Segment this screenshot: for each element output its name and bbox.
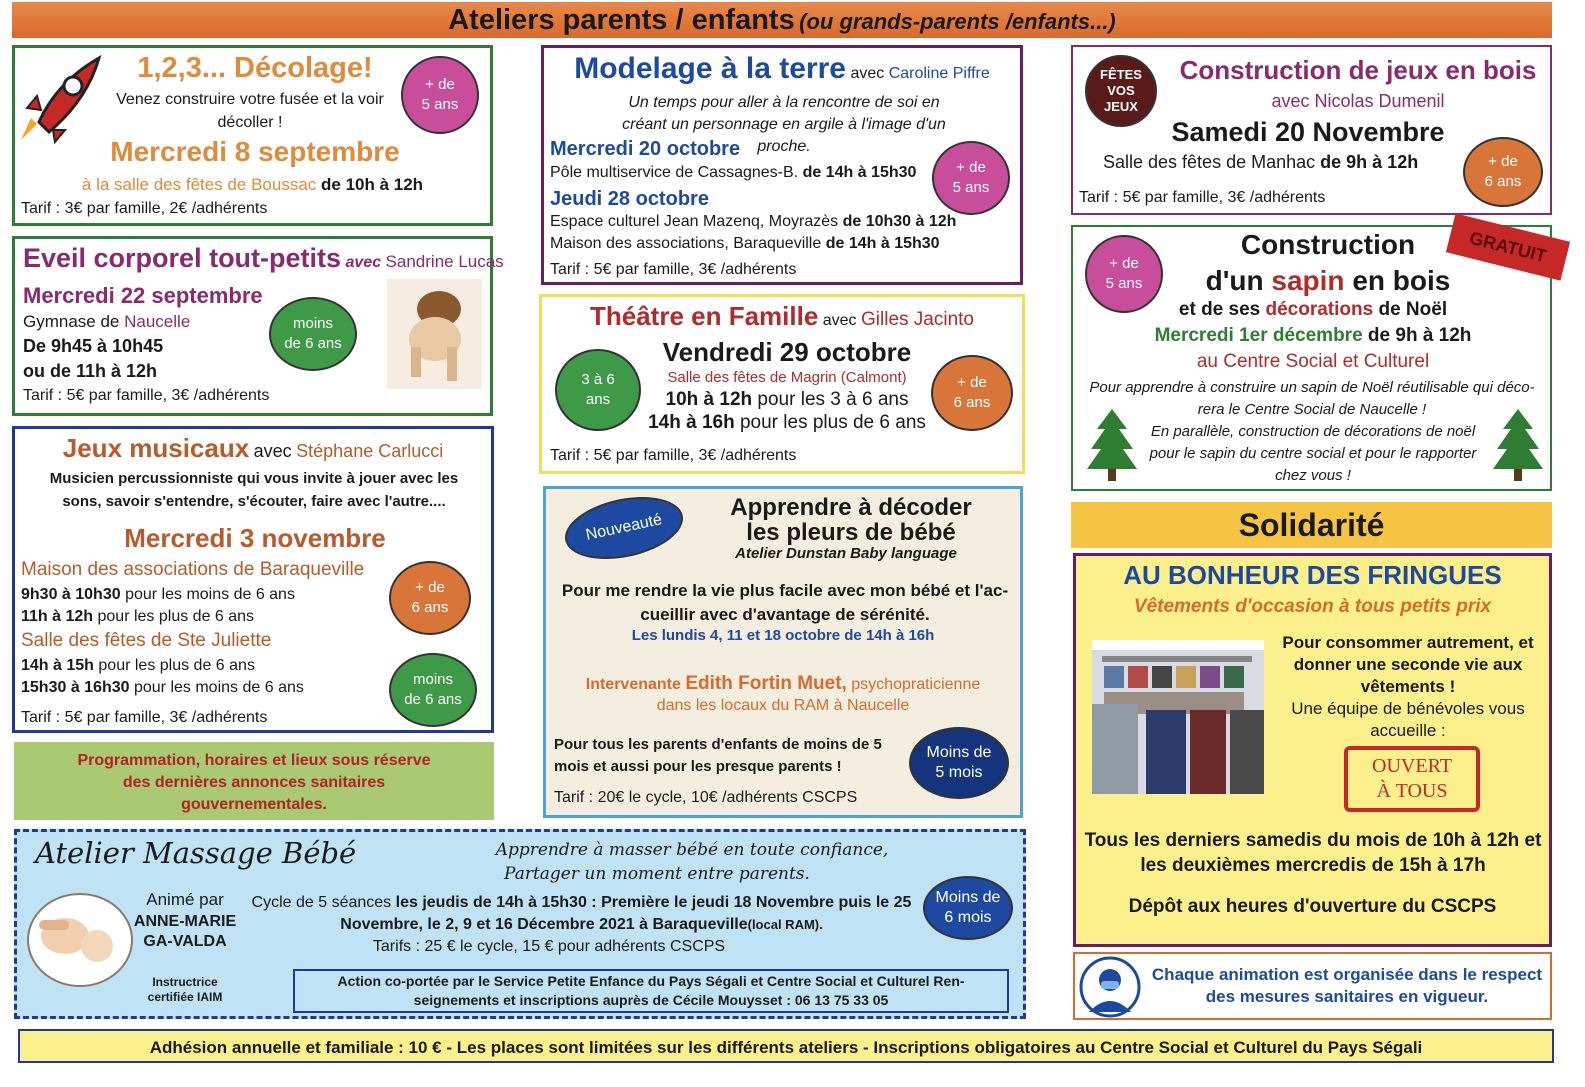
card-massage-bebe [14,829,1026,1019]
eveil-title: Eveil corporel tout-petits [23,243,342,273]
jeux-l1-text: pour les moins de 6 ans [125,586,295,603]
jeux-bois-title: Construction de jeux en bois [1179,55,1537,85]
massage-cycle [249,892,914,936]
modelage-animator: Caroline Piffre [888,65,990,82]
sapin-date-line [1113,325,1513,347]
theatre-t1-time: 10h à 12h [665,389,753,410]
jeux-l1-time: 9h30 à 10h30 [21,586,121,603]
baby-photo [25,890,135,990]
toddler-photo [387,279,482,389]
modelage-time2: de 10h30 à 12h [842,213,957,230]
sapin-sub-post: de Noël [1378,299,1448,320]
pleurs-title: Apprendre à décoder les pleurs de bébé [730,494,972,546]
jeux-l2-time: 11h à 12h [21,608,94,625]
pleurs-tarif: Tarif : 20€ le cycle, 10€ /adhérents CSCPS [554,789,858,806]
jeux-bois-animator: avec Nicolas Dumenil [1271,91,1445,111]
fringues-desc-bold: Pour consommer autrement, et donner une seconde vie aux vêtements ! [1282,633,1534,696]
ouvert-a-tous-stamp: OUVERT À TOUS [1344,746,1480,812]
pleurs-subtitle: Atelier Dunstan Baby language [735,545,957,562]
decolage-tarif: Tarif : 3€ par famille, 2€ /adhérents [21,200,268,217]
gratuit-stamp: GRATUIT [1446,213,1570,280]
pleurs-audience: Pour tous les parents d'enfants de moins de 5 mois et aussi pour les presque parents ! [554,736,882,775]
sapin-age-badge: + de 5 ans [1085,235,1163,313]
jeux-place1: Maison des associations de Baraqueville [21,559,365,580]
theatre-age-badge-plus6: + de 6 ans [931,355,1013,431]
jeux-animator: Stéphane Carlucci [296,441,444,461]
modelage-place2: Espace culturel Jean Mazenq, Moyrazès [550,213,839,230]
fringues-desc-normal: Une équipe de bénévoles vous accueille : [1291,699,1525,740]
card-eveil [12,236,504,416]
massage-age-badge: Moins de 6 mois [923,876,1013,940]
eveil-place-town: Naucelle [124,312,191,331]
sapin-sub-line [1133,299,1493,321]
decolage-place: à la salle des fêtes de Boussac [81,175,317,194]
programming-notice [14,742,494,820]
modelage-desc: Un temps pour aller à la rencontre de soi en créant un personnage en argile à l'image d'un proche. [622,94,946,155]
nouveaute-badge: Nouveauté [559,487,688,569]
sapin-title2-post: en bois [1352,265,1451,296]
card-jeux-bois [1071,45,1552,215]
modelage-line2 [550,211,956,233]
header-title: Ateliers parents / enfants [448,4,795,36]
fringues-title: AU BONHEUR DES FRINGUES [1123,560,1502,590]
jeux-l3-time: 14h à 15h [21,657,94,674]
eveil-title-line [23,243,504,274]
jeux-place2: Salle des fêtes de Ste Juliette [21,630,272,651]
massage-tagline2: Partager un moment entre parents. [504,864,810,884]
decolage-time: de 10h à 12h [321,175,424,194]
sapin-title2-hl: sapin [1271,265,1345,296]
eveil-age-badge: moins de 6 ans [269,297,357,371]
massage-tarifs: Tarifs : 25 € le cycle, 15 € pour adhérents CSCPS [372,938,726,955]
massage-anim-label: Animé par [146,890,224,909]
eveil-date: Mercredi 22 septembre [23,283,263,308]
fringues-depot: Dépôt aux heures d'ouverture du CSCPS [1128,896,1497,917]
modelage-time3: de 14h à 15h30 [825,235,940,252]
jeux-title: Jeux musicaux [62,433,250,463]
decolage-desc: Venez construire votre fusée et la voir décoller ! [116,91,384,131]
sapin-sub-pre: et de ses [1178,299,1261,320]
sapin-desc2: En parallèle, construction de décorations de noël pour le sapin du centre social et pour le rapporter chez vous ! [1149,423,1477,484]
theatre-place: Salle des fêtes de Magrin (Calmont) [667,369,907,386]
massage-cycle-bold: les jeudis de 14h à 15h30 : Première le jeudi 18 Novembre puis le 25 Novembre, le 2, 9 et 16 Décembre 2021 à Baraqueville [340,894,912,933]
jeux-age-badge-moins6: moins de 6 ans [389,653,477,727]
modelage-date1: Mercredi 20 octobre [550,138,741,160]
massage-anim-name: ANNE-MARIE GA-VALDA [133,913,237,950]
footer-banner [18,1029,1554,1063]
tree-icon-right [1493,407,1543,481]
eveil-place-line [23,311,190,333]
theatre-t2-text: pour les plus de 6 ans [739,412,926,433]
modelage-place3: Maison des associations, Baraqueville [550,235,822,252]
jeux-bois-time: de 9h à 12h [1320,152,1419,172]
card-decolage [12,45,493,226]
modelage-avec: avec [850,65,885,82]
massage-action: Action co-portée par le Service Petite Enfance du Pays Ségali et Centre Social et Culturel Ren-seignements et inscriptions auprès de Cécile Mouysset : 06 13 75 33 05 [293,969,1009,1013]
theatre-title-line [542,301,1022,332]
sapin-title2-pre: d'un [1205,265,1264,296]
header-banner [12,2,1552,38]
theatre-line1 [632,389,942,411]
modelage-time1: de 14h à 15h30 [802,164,917,181]
theatre-date: Vendredi 29 octobre [662,337,912,367]
sapin-sub-hl: décorations [1265,299,1374,320]
footer-text: Adhésion annuelle et familiale : 10 € - Les places sont limitées sur les différents ateliers - Inscriptions obligatoires au Centre Social et Culturel du Pays Ségali [149,1038,1423,1057]
sanitaire-text: Chaque animation est organisée dans le respect des mesures sanitaires en vigueur. [1151,965,1543,1006]
clothes-photo [1092,640,1264,794]
card-theatre [539,294,1025,474]
jeux-title-line [15,433,491,464]
card-jeux-musicaux [12,426,494,733]
fringues-subtitle: Vêtements d'occasion à tous petits prix [1133,596,1492,617]
decolage-place-line [15,174,490,196]
jeux-bois-tarif: Tarif : 5€ par famille, 3€ /adhérents [1079,189,1326,206]
card-fringues [1073,553,1552,947]
jeux-bois-place-line [1103,151,1418,173]
decolage-date: Mercredi 8 septembre [110,136,400,167]
pleurs-int-name: Edith Fortin Muet, [685,673,847,694]
eveil-place-pre: Gymnase de [23,312,120,331]
mask-icon [1079,956,1141,1018]
theatre-avec: avec [822,312,857,329]
theatre-age-badge-3-6: 3 à 6 ans [555,349,641,431]
rocket-icon [17,52,107,144]
sapin-title2-line [1173,265,1483,297]
theatre-t2-time: 14h à 16h [648,412,735,433]
solidarite-heading: Solidarité [1071,502,1552,548]
jeux-line1 [21,584,295,606]
jeux-bois-place: Salle des fêtes de Manhac [1103,152,1316,172]
sanitaire-notice [1073,952,1552,1020]
tree-icon-left [1087,407,1137,481]
eveil-animator: Sandrine Lucas [385,252,504,271]
fetes-vos-jeux-logo: FÊTES VOS JEUX [1085,55,1157,127]
jeux-age-badge-plus6: + de 6 ans [389,561,471,635]
modelage-place1: Pôle multiservice de Cassagnes-B. [550,164,799,181]
pleurs-dates: Les lundis 4, 11 et 18 octobre de 14h à 16h [631,627,935,644]
modelage-line1 [550,162,916,184]
decolage-title: 1,2,3... Décolage! [137,52,373,84]
card-modelage [541,45,1023,285]
header-subtitle: (ou grands-parents /enfants...) [799,9,1116,34]
jeux-l3-text: pour les plus de 6 ans [98,657,255,674]
modelage-line3 [550,233,940,255]
modelage-age-badge: + de 5 ans [932,141,1010,215]
card-sapin [1071,225,1552,491]
fringues-hours: Tous les derniers samedis du mois de 10h à 12h et les deuxièmes mercredis de 15h à 17h [1084,830,1542,876]
theatre-line2 [622,412,952,434]
theatre-title: Théâtre en Famille [589,301,819,331]
theatre-t1-text: pour les 3 à 6 ans [757,389,909,410]
pleurs-int-place: dans les locaux du RAM à Naucelle [656,697,910,714]
eveil-time2: ou de 11h à 12h [23,361,158,381]
pleurs-int-role: psychopraticienne [851,676,981,693]
jeux-line3 [21,655,255,677]
modelage-title-line [544,52,1020,86]
pleurs-age-badge: Moins de 5 mois [909,727,1009,799]
jeux-bois-date: Samedi 20 Novembre [1171,117,1445,147]
sapin-date: Mercredi 1er décembre [1154,325,1363,346]
jeux-line2 [21,606,254,628]
massage-cycle-local: (local RAM). [747,917,823,932]
sapin-place: au Centre Social et Culturel [1196,351,1430,372]
eveil-tarif: Tarif : 5€ par famille, 3€ /adhérents [23,387,270,404]
pleurs-intervenant-line [546,673,1020,696]
theatre-animator: Gilles Jacinto [861,309,974,330]
jeux-l4-text: pour les moins de 6 ans [133,679,304,696]
decolage-age-badge: + de 5 ans [401,56,479,134]
massage-tagline1: Apprendre à masser bébé en toute confiance, [495,840,889,860]
sapin-time: de 9h à 12h [1367,325,1472,346]
jeux-l4-time: 15h30 à 16h30 [21,679,130,696]
jeux-line4 [21,677,304,699]
modelage-date2: Jeudi 28 octobre [550,188,709,210]
sapin-title1: Construction [1240,229,1416,260]
jeux-date: Mercredi 3 novembre [124,523,386,553]
eveil-time1: De 9h45 à 10h45 [23,336,164,356]
massage-title: Atelier Massage Bébé [35,836,357,870]
massage-anim-role: Instructrice certifiée IAIM [147,975,223,1004]
sapin-desc1: Pour apprendre à construire un sapin de Noël réutilisable qui déco-rera le Centre Social de Naucelle ! [1089,379,1535,418]
theatre-tarif: Tarif : 5€ par famille, 3€ /adhérents [550,447,797,464]
pleurs-int-label: Intervenante [585,676,681,693]
modelage-title: Modelage à la terre [574,52,846,85]
modelage-tarif: Tarif : 5€ par famille, 3€ /adhérents [550,261,797,278]
eveil-avec: avec [345,254,382,271]
jeux-avec: avec [253,441,292,461]
jeux-l2-text: pour les plus de 6 ans [97,608,255,625]
jeux-bois-age-badge: + de 6 ans [1463,137,1543,207]
jeux-tarif: Tarif : 5€ par famille, 3€ /adhérents [21,709,268,726]
pleurs-desc: Pour me rendre la vie plus facile avec mon bébé et l'ac-cueillir avec d'avantage de sérénité. [561,581,1009,624]
jeux-desc: Musicien percussionniste qui vous invite à jouer avec les sons, savoir s'entendre, s'écouter, faire avec l'autre.... [49,470,459,510]
notice-text: Programmation, horaires et lieux sous réserve des dernières annonces sanitaires gouvernementales. [77,752,431,813]
massage-cycle-pre: Cycle de 5 séances [251,894,392,911]
card-pleurs-bebe [543,486,1023,818]
